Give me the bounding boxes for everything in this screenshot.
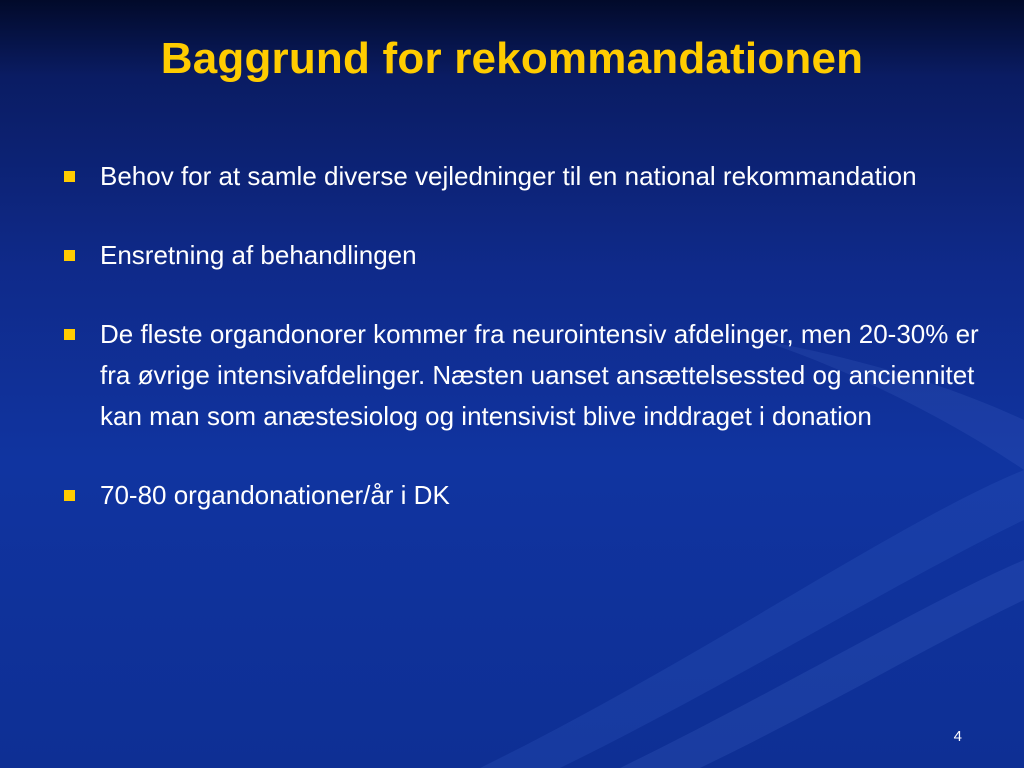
square-bullet-icon: [64, 250, 75, 261]
bullet-item: [62, 156, 982, 197]
bullet-text: Ensretning af behandlingen: [100, 240, 417, 270]
bullet-item: [62, 475, 982, 516]
bullet-text: 70-80 organdonationer/år i DK: [100, 480, 450, 510]
bullet-text: Behov for at samle diverse vejledninger til en national rekommandation: [100, 161, 917, 191]
bullet-text: De fleste organdonorer kommer fra neurointensiv afdelinger, men 20-30% er fra øvrige intensivafdelinger. Næsten uanset ansættelsessted og anciennitet kan man som anæstesiolog og intensivist blive inddraget i donation: [100, 319, 979, 431]
square-bullet-icon: [64, 171, 75, 182]
slide-title: Baggrund for rekommandationen: [160, 34, 864, 83]
square-bullet-icon: [64, 490, 75, 501]
square-bullet-icon: [64, 329, 75, 340]
page-number: 4: [953, 728, 962, 745]
bullet-item: [62, 314, 982, 437]
bullet-item: [62, 235, 982, 276]
bullet-list: [62, 156, 982, 516]
